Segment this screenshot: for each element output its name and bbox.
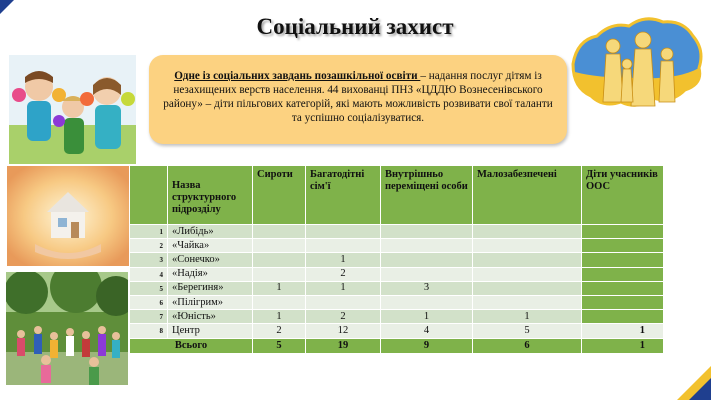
low-income-value bbox=[473, 281, 582, 295]
ato-value: 1 bbox=[582, 324, 664, 338]
children-with-painted-hands-photo bbox=[9, 55, 136, 164]
header-large-families: Багатодітні сім'ї bbox=[306, 166, 381, 225]
unit-name: «Либідь» bbox=[168, 225, 253, 239]
children-playing-in-park-photo bbox=[6, 272, 128, 385]
displaced-value bbox=[381, 267, 473, 281]
row-index: 6 bbox=[130, 295, 168, 309]
orphans-value: 1 bbox=[253, 310, 306, 324]
displaced-value: 4 bbox=[381, 324, 473, 338]
low-income-value: 5 bbox=[473, 324, 582, 338]
low-income-value bbox=[473, 225, 582, 239]
row-index: 1 bbox=[130, 225, 168, 239]
table-row bbox=[130, 267, 664, 281]
header-unit-name: Назва структурного підрозділу bbox=[168, 166, 253, 225]
table-row bbox=[130, 324, 664, 338]
orphans-value: 2 bbox=[253, 324, 306, 338]
low-income-value bbox=[473, 239, 582, 253]
total-label: Всього bbox=[130, 338, 253, 353]
header-low-income: Малозабезпечені bbox=[473, 166, 582, 225]
total-large-families: 19 bbox=[306, 338, 381, 353]
total-orphans: 5 bbox=[253, 338, 306, 353]
corner-decoration-top-left bbox=[0, 0, 14, 14]
displaced-value bbox=[381, 225, 473, 239]
displaced-value bbox=[381, 239, 473, 253]
row-index: 4 bbox=[130, 267, 168, 281]
total-ato: 1 bbox=[582, 338, 664, 353]
low-income-value bbox=[473, 253, 582, 267]
ato-value bbox=[582, 295, 664, 309]
orphans-value bbox=[253, 253, 306, 267]
large-families-value: 1 bbox=[306, 281, 381, 295]
row-index: 7 bbox=[130, 310, 168, 324]
low-income-value bbox=[473, 267, 582, 281]
large-families-value: 12 bbox=[306, 324, 381, 338]
callout-text: – надання послуг дітям із незахищених верств населення. 44 вихованці ПНЗ «ЦДДЮ Вознесенівського району» – діти пільгових категорій, які мають можливість розвивати свої таланти та успішно соціалізуватися. bbox=[163, 70, 553, 124]
orphans-value bbox=[253, 295, 306, 309]
orphans-value bbox=[253, 239, 306, 253]
ato-value bbox=[582, 310, 664, 324]
total-displaced: 9 bbox=[381, 338, 473, 353]
row-index: 3 bbox=[130, 253, 168, 267]
unit-name: «Юність» bbox=[168, 310, 253, 324]
large-families-value bbox=[306, 239, 381, 253]
table-row bbox=[130, 295, 664, 309]
ukraine-map-family-icon bbox=[567, 6, 707, 126]
header-displaced: Внутрішньо переміщені особи bbox=[381, 166, 473, 225]
row-index: 8 bbox=[130, 324, 168, 338]
displaced-value: 1 bbox=[381, 310, 473, 324]
displaced-value: 3 bbox=[381, 281, 473, 295]
total-low-income: 6 bbox=[473, 338, 582, 353]
displaced-value bbox=[381, 295, 473, 309]
large-families-value: 2 bbox=[306, 310, 381, 324]
table-row bbox=[130, 253, 664, 267]
table-row bbox=[130, 225, 664, 239]
large-families-value: 2 bbox=[306, 267, 381, 281]
header-ato-children: Діти учасників ООС bbox=[582, 166, 664, 225]
large-families-value bbox=[306, 225, 381, 239]
ato-value bbox=[582, 281, 664, 295]
header-orphans: Сироти bbox=[253, 166, 306, 225]
orphans-value bbox=[253, 267, 306, 281]
row-index: 2 bbox=[130, 239, 168, 253]
orphans-value: 1 bbox=[253, 281, 306, 295]
table-header-row bbox=[130, 166, 664, 225]
ato-value bbox=[582, 267, 664, 281]
low-income-value: 1 bbox=[473, 310, 582, 324]
social-protection-table bbox=[129, 165, 663, 354]
unit-name: «Пілігрим» bbox=[168, 295, 253, 309]
large-families-value bbox=[306, 295, 381, 309]
low-income-value bbox=[473, 295, 582, 309]
info-callout bbox=[149, 55, 567, 144]
orphans-value bbox=[253, 225, 306, 239]
table-row bbox=[130, 239, 664, 253]
callout-lead: Одне із соціальних завдань позашкільної освіти bbox=[174, 70, 421, 82]
ato-value bbox=[582, 225, 664, 239]
displaced-value bbox=[381, 253, 473, 267]
unit-name: «Берегиня» bbox=[168, 281, 253, 295]
header-index bbox=[130, 166, 168, 225]
corner-decoration-blue bbox=[689, 378, 711, 400]
ato-value bbox=[582, 239, 664, 253]
large-families-value: 1 bbox=[306, 253, 381, 267]
ato-value bbox=[582, 253, 664, 267]
row-index: 5 bbox=[130, 281, 168, 295]
table-total-row bbox=[130, 338, 664, 353]
unit-name: «Сонечко» bbox=[168, 253, 253, 267]
table-row bbox=[130, 310, 664, 324]
unit-name: «Надія» bbox=[168, 267, 253, 281]
table-row bbox=[130, 281, 664, 295]
slide-title: Соціальний захист bbox=[256, 14, 454, 39]
unit-name: Центр bbox=[168, 324, 253, 338]
hands-holding-house-photo bbox=[7, 166, 129, 266]
unit-name: «Чайка» bbox=[168, 239, 253, 253]
